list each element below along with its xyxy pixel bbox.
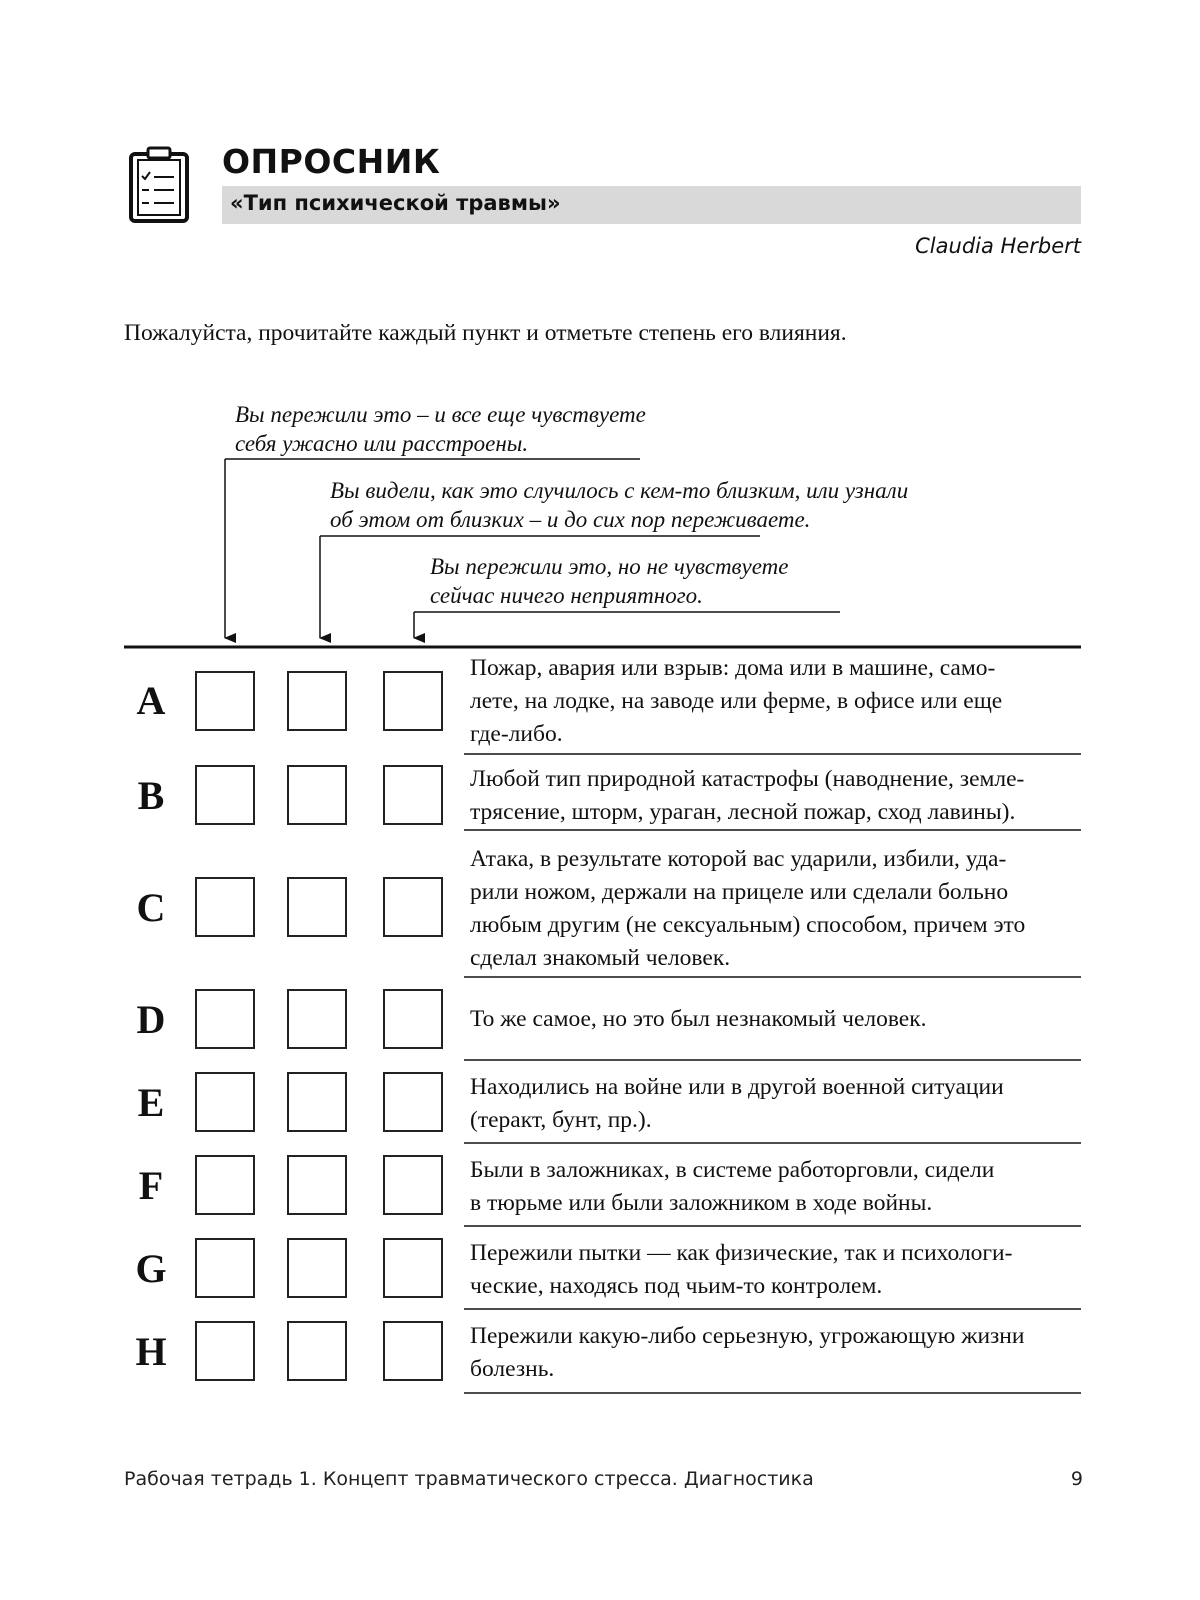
checkbox-col-1[interactable] [195, 1238, 255, 1298]
item-line: Были в заложниках, в системе работорговли, сидели [470, 1157, 995, 1183]
item-description [470, 763, 1080, 829]
subtitle-banner [222, 186, 1081, 224]
checkbox-col-3[interactable] [383, 671, 443, 731]
row-letter: B [137, 773, 165, 818]
checkbox-col-3[interactable] [383, 1238, 443, 1298]
checkbox-col-2[interactable] [287, 877, 347, 937]
item-line: болезнь. [470, 1356, 555, 1382]
item-line: трясение, шторм, ураган, лесной пожар, сход лавины). [470, 799, 1016, 825]
column-3-callout [430, 552, 788, 610]
checkbox-col-2[interactable] [287, 1321, 347, 1381]
checkbox-col-2[interactable] [287, 1072, 347, 1132]
callout-line: Вы пережили это – и все еще чувствуете [235, 402, 646, 427]
row-letter: C [136, 885, 166, 930]
row-letter: G [135, 1246, 167, 1291]
item-description [470, 1071, 1080, 1137]
footer-book-title: Рабочая тетрадь 1. Концепт травматического стресса. Диагностика [124, 1468, 814, 1490]
row-letter: E [137, 1080, 165, 1125]
item-line: сделал знакомый человек. [470, 945, 731, 971]
row-letter: H [135, 1329, 167, 1374]
item-line: Атака, в результате которой вас ударили, избили, уда- [470, 846, 1007, 872]
clipboard-checklist-icon [128, 146, 190, 224]
callout-line: сейчас ничего неприятного. [430, 583, 703, 608]
item-line: любым другим (не сексуальным) способом, причем это [470, 912, 1026, 938]
item-line: где-либо. [470, 721, 563, 747]
questionnaire-subtitle: «Тип психической травмы» [230, 191, 561, 215]
checkbox-col-1[interactable] [195, 877, 255, 937]
item-line: Пожар, авария или взрыв: дома или в машине, само- [470, 655, 996, 681]
item-line: То же самое, но это был незнакомый человек. [470, 1006, 927, 1032]
item-line: рили ножом, держали на прицеле или сделали больно [470, 879, 1009, 905]
author-name: Claudia Herbert [915, 234, 1081, 258]
checkbox-col-2[interactable] [287, 989, 347, 1049]
instruction-text: Пожалуйста, прочитайте каждый пункт и отметьте степень его влияния. [124, 320, 847, 346]
item-description [470, 1237, 1080, 1303]
checkbox-col-1[interactable] [195, 765, 255, 825]
item-description [470, 1003, 1080, 1036]
column-1-callout [235, 400, 646, 458]
item-line: ческие, находясь под чьим-то контролем. [470, 1273, 883, 1299]
column-2-callout [330, 476, 908, 534]
checkbox-col-3[interactable] [383, 765, 443, 825]
item-line: Пережили какую-либо серьезную, угрожающую жизни [470, 1323, 1025, 1349]
checkbox-col-3[interactable] [383, 1321, 443, 1381]
row-letter: F [138, 1163, 164, 1208]
checkbox-col-2[interactable] [287, 1155, 347, 1215]
callout-line: себя ужасно или расстроены. [235, 431, 529, 456]
item-line: (теракт, бунт, пр.). [470, 1107, 652, 1133]
page-title: ОПРОСНИК [222, 142, 441, 181]
checkbox-col-3[interactable] [383, 989, 443, 1049]
item-description [470, 1320, 1080, 1386]
item-line: в тюрьме или были заложником в ходе войны. [470, 1190, 933, 1216]
item-line: лете, на лодке, на заводе или ферме, в офисе или еще [470, 688, 1003, 714]
checkbox-col-1[interactable] [195, 1321, 255, 1381]
page-number: 9 [1070, 1468, 1083, 1490]
checkbox-col-1[interactable] [195, 989, 255, 1049]
checkbox-col-2[interactable] [287, 1238, 347, 1298]
checkbox-col-1[interactable] [195, 1155, 255, 1215]
checkbox-col-3[interactable] [383, 1155, 443, 1215]
item-line: Любой тип природной катастрофы (наводнение, земле- [470, 766, 1025, 792]
callout-line: Вы пережили это, но не чувствуете [430, 554, 789, 579]
row-letter: A [136, 678, 166, 723]
item-description [470, 1154, 1080, 1220]
item-line: Пережили пытки — как физические, так и психологи- [470, 1240, 1013, 1266]
item-line: Находились на войне или в другой военной ситуации [470, 1074, 1004, 1100]
checkbox-col-2[interactable] [287, 765, 347, 825]
row-letter: D [136, 997, 166, 1042]
callout-line: Вы видели, как это случилось с кем-то близким, или узнали [330, 478, 909, 503]
checkbox-col-1[interactable] [195, 671, 255, 731]
checkbox-col-3[interactable] [383, 877, 443, 937]
item-description [470, 652, 1080, 751]
callout-line: об этом от близких – и до сих пор переживаете. [330, 507, 811, 532]
checkbox-col-1[interactable] [195, 1072, 255, 1132]
checkbox-col-3[interactable] [383, 1072, 443, 1132]
item-description [470, 843, 1080, 975]
checkbox-col-2[interactable] [287, 671, 347, 731]
